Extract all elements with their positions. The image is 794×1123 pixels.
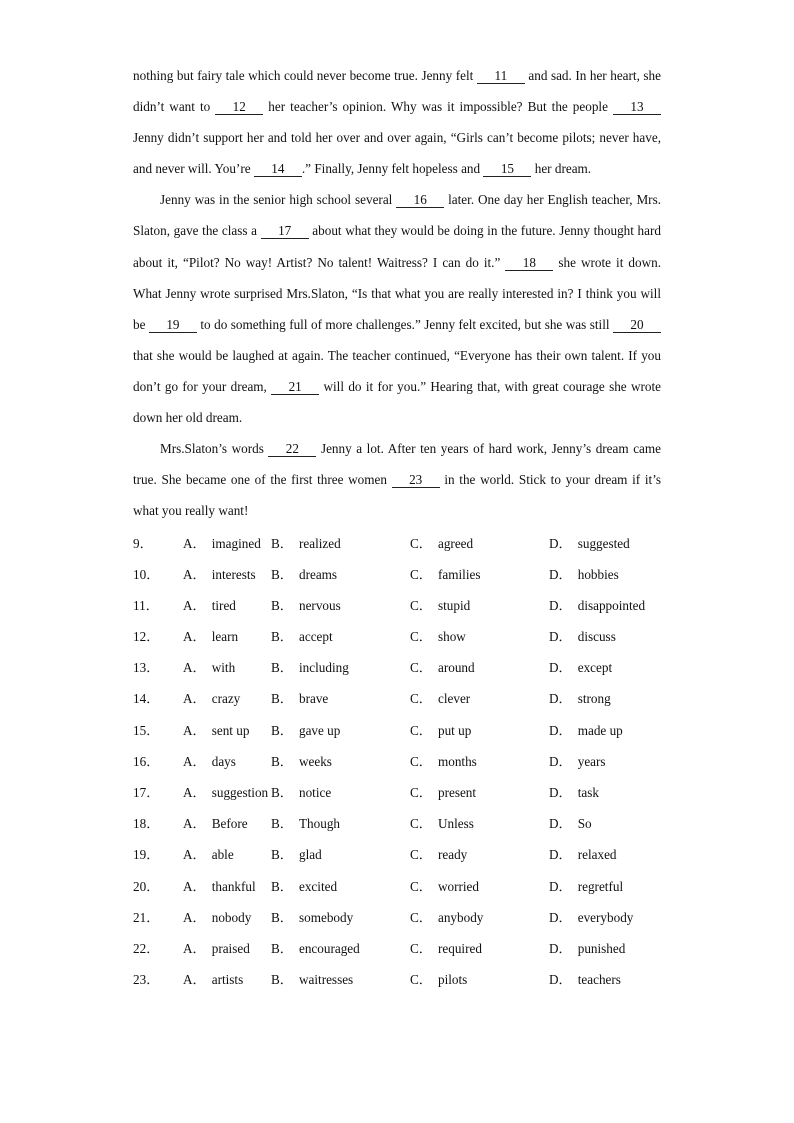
option-text: everybody (577, 909, 634, 925)
option-a (183, 626, 271, 645)
option-letter: B． (271, 847, 293, 863)
option-text: disappointed (577, 597, 646, 613)
option-a (183, 782, 271, 801)
option-text: accept (298, 629, 333, 645)
option-d (549, 876, 659, 895)
option-text: worried (437, 878, 479, 894)
question-row (133, 620, 661, 651)
option-text: show (437, 629, 466, 645)
option-b (271, 813, 410, 832)
blank-18: 18 (505, 256, 553, 271)
option-c (410, 751, 549, 770)
blank-14: 14 (254, 162, 302, 177)
option-b (271, 564, 410, 583)
question-number: 15． (133, 722, 160, 738)
option-letter: A． (183, 566, 206, 582)
option-letter: B． (271, 785, 293, 800)
option-letter: A． (183, 629, 206, 645)
question-row (133, 682, 661, 713)
option-text: imagined (211, 535, 261, 551)
passage-text: will do it for you.” Hearing that, with great courage she wrote down her old dream. (133, 378, 661, 426)
option-c (410, 595, 549, 614)
passage-text: later. One day her English teacher, Mrs. Slaton, gave the class a (133, 192, 661, 239)
option-letter: C． (410, 722, 432, 738)
option-text: learn (211, 629, 239, 645)
option-letter: A． (183, 816, 206, 832)
option-letter: C． (410, 691, 432, 707)
option-text: encouraged (298, 940, 360, 956)
option-letter: A． (183, 878, 206, 894)
option-a (183, 688, 271, 707)
question-number: 16． (133, 753, 160, 769)
blank-17: 17 (261, 224, 309, 239)
question-row (133, 558, 661, 589)
option-text: hobbies (577, 566, 619, 582)
option-text: including (298, 660, 349, 676)
option-c (410, 533, 549, 552)
option-c (410, 657, 549, 676)
option-c (410, 969, 549, 988)
option-d (549, 657, 659, 676)
question-number: 22． (133, 940, 160, 956)
option-a (183, 876, 271, 895)
option-text: gave up (298, 722, 341, 738)
option-b (271, 938, 410, 957)
option-text: Before (211, 816, 248, 832)
option-letter: A． (183, 722, 206, 738)
blank-21: 21 (271, 380, 319, 395)
passage-text: Jenny didn’t support her and told her over and over again, “Girls can’t become pilots; never have, and never will. You’re (133, 130, 661, 177)
option-d (549, 751, 659, 770)
option-letter: C． (410, 785, 432, 800)
question-row (133, 745, 661, 776)
question-row (133, 963, 661, 994)
question-row (133, 776, 661, 807)
option-letter: B． (271, 691, 293, 707)
option-text: punished (577, 940, 626, 956)
worksheet-page (133, 60, 661, 994)
option-text: artists (211, 972, 244, 988)
passage-paragraph-2 (133, 184, 661, 433)
question-number: 20． (133, 878, 160, 894)
option-text: notice (298, 785, 332, 800)
option-text: tired (211, 597, 236, 613)
option-letter: D． (549, 535, 572, 551)
option-text: nervous (298, 597, 341, 613)
passage-text: to do something full of more challenges.” Jenny felt excited, but she was still (196, 316, 613, 332)
option-text: years (577, 753, 606, 769)
option-letter: B． (271, 660, 293, 676)
option-d (549, 844, 659, 863)
option-text: So (577, 816, 592, 832)
option-b (271, 595, 410, 614)
option-text: anybody (437, 909, 484, 925)
option-letter: D． (549, 972, 572, 988)
question-number: 17． (133, 785, 160, 800)
question-number: 19． (133, 847, 160, 863)
option-letter: B． (271, 629, 293, 645)
option-text: interests (211, 566, 256, 582)
option-letter: A． (183, 535, 206, 551)
option-text: made up (577, 722, 623, 738)
passage-text: Mrs.Slaton’s words (160, 441, 269, 457)
option-letter: D． (549, 940, 572, 956)
passage-text: in the world. Stick to your dream if it’s what you really want! (133, 472, 661, 519)
option-text: teachers (577, 972, 621, 988)
option-c (410, 782, 549, 801)
option-c (410, 688, 549, 707)
option-text: months (437, 753, 477, 769)
option-text: with (211, 660, 236, 676)
option-letter: C． (410, 597, 432, 613)
option-a (183, 564, 271, 583)
question-row (133, 932, 661, 963)
blank-19: 19 (149, 318, 197, 333)
option-text: present (437, 785, 477, 800)
option-letter: D． (549, 878, 572, 894)
option-text: Unless (437, 816, 474, 832)
option-a (183, 595, 271, 614)
option-b (271, 533, 410, 552)
option-text: able (211, 847, 234, 863)
option-letter: A． (183, 691, 206, 707)
option-letter: C． (410, 847, 432, 863)
option-d (549, 626, 659, 645)
blank-12: 12 (215, 100, 263, 115)
passage-text: and sad. In her heart, she didn’t want to (133, 68, 661, 115)
option-a (183, 720, 271, 739)
option-letter: B． (271, 566, 293, 582)
option-text: put up (437, 722, 472, 738)
question-number: 14． (133, 691, 160, 707)
option-a (183, 657, 271, 676)
option-letter: B． (271, 816, 293, 832)
option-b (271, 688, 410, 707)
option-text: brave (298, 691, 329, 707)
option-text: regretful (577, 878, 624, 894)
question-row (133, 838, 661, 869)
option-b (271, 844, 410, 863)
option-letter: D． (549, 753, 572, 769)
option-letter: D． (549, 816, 572, 832)
question-number: 13． (133, 660, 160, 676)
option-text: pilots (437, 972, 468, 988)
option-b (271, 626, 410, 645)
option-text: nobody (211, 909, 252, 925)
option-letter: D． (549, 722, 572, 738)
option-letter: B． (271, 972, 293, 988)
option-b (271, 657, 410, 676)
option-letter: D． (549, 785, 572, 800)
option-text: around (437, 660, 475, 676)
option-text: crazy (211, 691, 241, 707)
passage-text: her dream. (531, 161, 592, 177)
option-letter: C． (410, 535, 432, 551)
option-letter: B． (271, 878, 293, 894)
passage-text: Jenny was in the senior high school several (160, 192, 397, 208)
option-c (410, 907, 549, 926)
option-text: except (577, 660, 613, 676)
option-text: days (211, 753, 236, 769)
option-text: task (577, 785, 599, 800)
option-text: glad (298, 847, 322, 863)
option-text: suggested (577, 535, 630, 551)
option-text: stupid (437, 597, 471, 613)
option-c (410, 720, 549, 739)
question-number: 23． (133, 972, 160, 988)
option-text: required (437, 940, 482, 956)
option-letter: C． (410, 878, 432, 894)
option-letter: B． (271, 909, 293, 925)
passage-text: about what they would be doing in the future. Jenny thought hard about it, “Pilot? No way! Artist? No talent! Waitress? I can do it.” (133, 223, 661, 270)
question-row (133, 714, 661, 745)
option-text: suggestion (211, 785, 269, 800)
option-text: dreams (298, 566, 338, 582)
option-letter: B． (271, 753, 293, 769)
option-b (271, 751, 410, 770)
option-c (410, 813, 549, 832)
option-text: Though (298, 816, 341, 832)
option-letter: A． (183, 785, 206, 800)
question-row (133, 807, 661, 838)
option-letter: C． (410, 629, 432, 645)
option-letter: C． (410, 816, 432, 832)
option-letter: A． (183, 660, 206, 676)
option-text: waitresses (298, 972, 354, 988)
answer-options-list (133, 526, 661, 994)
option-a (183, 533, 271, 552)
option-d (549, 938, 659, 957)
option-a (183, 969, 271, 988)
option-text: agreed (437, 535, 474, 551)
option-letter: C． (410, 566, 432, 582)
option-text: clever (437, 691, 471, 707)
blank-16: 16 (396, 193, 444, 208)
passage-text: she wrote it down. What Jenny wrote surprised Mrs.Slaton, “Is that what you are really interested in? I think you will be (133, 254, 661, 332)
option-letter: D． (549, 566, 572, 582)
option-text: thankful (211, 878, 256, 894)
option-text: sent up (211, 722, 250, 738)
option-d (549, 969, 659, 988)
option-b (271, 876, 410, 895)
option-letter: B． (271, 722, 293, 738)
option-text: realized (298, 535, 341, 551)
option-letter: D． (549, 660, 572, 676)
option-text: ready (437, 847, 468, 863)
option-d (549, 720, 659, 739)
question-row (133, 869, 661, 900)
option-a (183, 938, 271, 957)
question-number: 18． (133, 816, 160, 832)
option-c (410, 626, 549, 645)
passage-paragraph-1 (133, 60, 661, 184)
option-letter: C． (410, 753, 432, 769)
option-b (271, 720, 410, 739)
option-c (410, 876, 549, 895)
option-d (549, 595, 659, 614)
question-row (133, 526, 661, 557)
option-text: somebody (298, 909, 354, 925)
option-c (410, 844, 549, 863)
option-letter: A． (183, 972, 206, 988)
option-letter: B． (271, 535, 293, 551)
option-d (549, 782, 659, 801)
option-a (183, 751, 271, 770)
blank-13: 13 (613, 100, 661, 115)
option-letter: A． (183, 940, 206, 956)
question-number: 12． (133, 629, 160, 645)
option-letter: C． (410, 660, 432, 676)
option-letter: A． (183, 847, 206, 863)
question-number: 9． (133, 535, 153, 551)
question-number: 10． (133, 566, 160, 582)
option-text: excited (298, 878, 338, 894)
option-d (549, 813, 659, 832)
option-letter: C． (410, 940, 432, 956)
option-d (549, 564, 659, 583)
option-d (549, 533, 659, 552)
option-letter: D． (549, 629, 572, 645)
passage-text: her teacher’s opinion. Why was it impossible? But the people (263, 99, 613, 115)
option-d (549, 907, 659, 926)
blank-23: 23 (392, 473, 440, 488)
option-b (271, 969, 410, 988)
option-text: families (437, 566, 481, 582)
option-letter: D． (549, 847, 572, 863)
option-letter: D． (549, 909, 572, 925)
option-letter: B． (271, 597, 293, 613)
option-a (183, 844, 271, 863)
passage-paragraph-3 (133, 433, 661, 526)
option-d (549, 688, 659, 707)
option-letter: A． (183, 597, 206, 613)
option-text: weeks (298, 753, 332, 769)
option-text: relaxed (577, 847, 617, 863)
passage-text: Jenny a lot. After ten years of hard work, Jenny’s dream came true. She became one of the first three women (133, 441, 662, 488)
blank-11: 11 (477, 69, 525, 84)
option-c (410, 564, 549, 583)
blank-22: 22 (268, 442, 316, 457)
passage-text: that she would be laughed at again. The teacher continued, “Everyone has their own talent. If you don’t go for your dream, (133, 347, 661, 394)
option-a (183, 907, 271, 926)
option-text: discuss (577, 629, 616, 645)
blank-20: 20 (613, 318, 661, 333)
option-letter: D． (549, 691, 572, 707)
option-letter: C． (410, 909, 432, 925)
option-text: strong (577, 691, 611, 707)
option-letter: C． (410, 972, 432, 988)
passage-text: .” Finally, Jenny felt hopeless and (301, 161, 484, 177)
option-text: praised (211, 940, 250, 956)
option-letter: A． (183, 909, 206, 925)
option-letter: B． (271, 940, 293, 956)
passage-text: nothing but fairy tale which could never become true. Jenny felt (133, 68, 477, 83)
blank-15: 15 (483, 162, 531, 177)
option-a (183, 813, 271, 832)
option-b (271, 907, 410, 926)
option-c (410, 938, 549, 957)
option-letter: D． (549, 597, 572, 613)
question-row (133, 589, 661, 620)
question-number: 11． (133, 597, 159, 613)
option-letter: A． (183, 753, 206, 769)
option-b (271, 782, 410, 801)
question-number: 21． (133, 909, 160, 925)
question-row (133, 901, 661, 932)
question-row (133, 651, 661, 682)
